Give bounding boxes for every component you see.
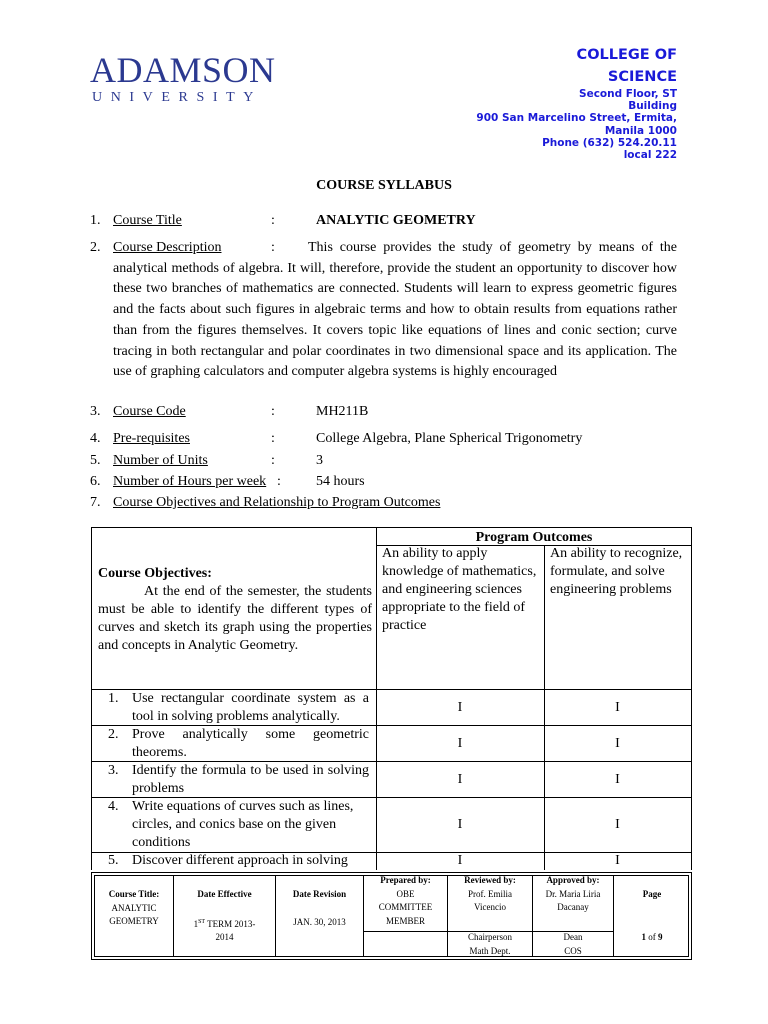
footer-approved-name: Dr. Maria Liria	[545, 888, 601, 899]
objective-number: 4.	[108, 799, 119, 814]
page-current: 1	[641, 932, 646, 942]
footer-reviewed-position	[448, 931, 532, 958]
footer-course-title-label: Course Title:	[108, 889, 160, 899]
item-course-title	[0, 211, 768, 231]
footer-reviewed	[448, 874, 532, 915]
footer-course-title-value: GEOMETRY	[109, 916, 159, 927]
objective-text: Identify the formula to be used in solving problems	[132, 763, 369, 796]
objective-1-po1: I	[376, 689, 545, 726]
footer-inner-border	[94, 875, 689, 957]
objective-row-5	[91, 852, 377, 870]
objective-text: Prove analytically some geometric theorems.	[132, 727, 369, 760]
course-objectives-cell	[91, 545, 377, 690]
footer-reviewed-title: Chairperson	[468, 932, 512, 942]
footer-prepared	[364, 874, 447, 928]
item-value: MH211B	[316, 404, 369, 419]
item-value: 54 hours	[316, 474, 365, 489]
item-hours	[0, 472, 768, 492]
outcome-1-text: An ability to apply knowledge of mathematics, and engineering sciences appropriate to the field of practice	[382, 546, 537, 633]
item-number: 7.	[90, 495, 101, 510]
objective-row-1	[91, 689, 377, 726]
item-label: Course Code	[113, 404, 186, 419]
description-text: analytical methods of algebra. It will, therefore, provide the student an opportunity to discover how these two branches of mathematics are connected. Students will learn to express geometric figures and the facts about such figures in algebraic terms and how to obtain results from equations rather than from the figures themselves. It covers topic like equations of lines and conic section; curve tracing in both rectangular and polar coordinates in two dimensional space and its application. The use of graphing calculators and computer algebra systems is highly encouraged	[113, 260, 677, 380]
footer-reviewed-label: Reviewed by:	[464, 875, 516, 885]
table-corner-cell	[91, 527, 377, 546]
document-title: COURSE SYLLABUS	[316, 178, 452, 193]
item-label: Course Description	[113, 240, 222, 255]
objective-2-po1: I	[376, 725, 545, 762]
item-objectives-heading	[0, 493, 768, 513]
footer-approved-dept: COS	[564, 945, 582, 956]
footer-date-revision	[276, 888, 363, 929]
program-outcomes-header: Program Outcomes	[376, 527, 692, 546]
address-line: Second Floor, ST	[579, 88, 677, 100]
footer-date-effective-value	[174, 916, 275, 932]
course-objectives-intro: At the end of the semester, the students must be able to identify the different types of curves and sketch its graph using the properties and concepts in Analytic Geometry.	[98, 584, 372, 653]
logo-sub-text: UNIVERSITY	[92, 90, 262, 105]
objective-row-3	[91, 761, 377, 798]
footer-reviewed-name: Prof. Emilia	[468, 888, 512, 899]
page-of: of	[646, 932, 658, 942]
item-number: 1.	[90, 213, 101, 228]
objective-row-4	[91, 797, 377, 853]
objective-number: 5.	[108, 853, 119, 868]
address-line: 900 San Marcelino Street, Ermita,	[476, 112, 677, 125]
item-number: 3.	[90, 404, 101, 419]
objective-row-2	[91, 725, 377, 762]
objective-text: Discover different approach in solving	[132, 853, 348, 868]
footer-date-effective	[174, 888, 275, 945]
item-course-code	[0, 402, 768, 422]
objective-5-po2: I	[544, 852, 692, 870]
item-number: 2.	[90, 240, 101, 255]
objective-4-po2: I	[544, 797, 692, 853]
item-value: College Algebra, Plane Spherical Trigonometry	[316, 431, 583, 446]
item-number: 6.	[90, 474, 101, 489]
footer-prepared-name: OBE	[396, 888, 415, 899]
footer-approved	[533, 874, 613, 915]
footer-prepared-label: Prepared by:	[380, 875, 431, 885]
item-number: 5.	[90, 453, 101, 468]
objective-4-po1: I	[376, 797, 545, 853]
footer-page-number	[614, 931, 690, 945]
objective-text: Use rectangular coordinate system as a tool in solving problems analytically.	[132, 691, 369, 724]
course-objectives-label: Course Objectives:	[98, 566, 212, 581]
item-colon: :	[271, 453, 275, 468]
objective-3-po2: I	[544, 761, 692, 798]
item-colon: :	[271, 240, 275, 255]
item-colon: :	[271, 404, 275, 419]
footer-page	[614, 888, 690, 902]
address-line: Phone (632) 524.20.11	[542, 136, 677, 149]
footer-reviewed-name: Vicencio	[474, 902, 506, 913]
footer-course-title	[95, 888, 173, 929]
item-colon: :	[271, 213, 275, 228]
logo-main-text: ADAMSON	[90, 50, 276, 90]
objective-2-po2: I	[544, 725, 692, 762]
item-colon: :	[277, 474, 281, 489]
item-value: 3	[316, 453, 323, 468]
objective-number: 2.	[108, 727, 119, 742]
footer-date-effective-label: Date Effective	[197, 889, 252, 899]
footer-date-revision-value: JAN. 30, 2013	[293, 916, 346, 927]
footer-date-effective-year: 2014	[215, 932, 234, 943]
term-number: 1	[193, 918, 199, 929]
outcome-1-cell	[376, 545, 545, 690]
item-value: ANALYTIC GEOMETRY	[316, 213, 476, 228]
item-label: Pre-requisites	[113, 431, 190, 446]
objective-3-po1: I	[376, 761, 545, 798]
item-label: Number of Units	[113, 453, 208, 468]
objective-text: Write equations of curves such as lines, circles, and conics base on the given conditions	[132, 799, 354, 850]
objective-number: 1.	[108, 691, 119, 706]
objective-1-po2: I	[544, 689, 692, 726]
adamson-logo	[90, 52, 276, 106]
page-total: 9	[658, 932, 663, 942]
address-line: Manila 1000	[604, 124, 677, 137]
item-label: Course Objectives and Relationship to Program Outcomes	[113, 495, 441, 510]
term-text: TERM 2013-	[205, 918, 256, 929]
footer-prepared-name: MEMBER	[385, 915, 425, 926]
footer-approved-title: Dean	[563, 932, 583, 942]
item-units	[0, 451, 768, 471]
description-first-line: This course provides the study of geometry by means of the	[308, 240, 677, 255]
item-label: Course Title	[113, 213, 182, 228]
item-number: 4.	[90, 431, 101, 446]
footer-prepared-name: COMMITTEE	[378, 902, 433, 913]
footer-reviewed-dept: Math Dept.	[469, 945, 511, 956]
item-label: Number of Hours per week	[113, 474, 267, 489]
document-footer	[91, 872, 692, 960]
address-line: Building	[628, 100, 677, 113]
objective-number: 3.	[108, 763, 119, 778]
college-header	[476, 44, 677, 161]
footer-approved-position	[533, 931, 613, 958]
address-line: local 222	[623, 149, 677, 162]
objectives-table	[91, 527, 692, 870]
item-prerequisites	[0, 429, 768, 449]
footer-course-title-value: ANALYTIC	[111, 902, 157, 913]
objective-5-po1: I	[376, 852, 545, 870]
footer-approved-name: Dacanay	[557, 902, 589, 913]
footer-date-revision-label: Date Revision	[292, 889, 347, 899]
footer-page-label: Page	[642, 889, 662, 899]
item-colon: :	[271, 431, 275, 446]
college-name-line2: SCIENCE	[607, 69, 677, 85]
outcome-2-text: An ability to recognize, formulate, and solve engineering problems	[550, 546, 683, 597]
term-suffix: ST	[198, 918, 206, 925]
outcome-2-cell	[544, 545, 692, 690]
footer-approved-label: Approved by:	[546, 875, 600, 885]
college-name-line1: COLLEGE OF	[576, 47, 677, 63]
